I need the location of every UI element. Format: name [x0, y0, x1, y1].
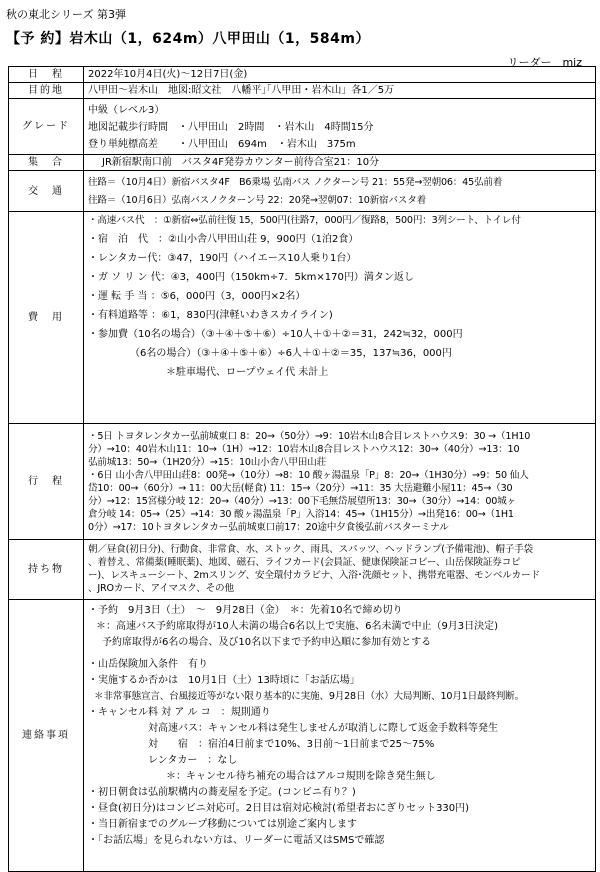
- leader-label: リーダー miz: [507, 56, 582, 69]
- itinerary-line: ・5日 トヨタレンタカー弘前城東口 8：20→（50分）→9：10岩木山8合目レストハウス9：30 →（1H10: [88, 431, 531, 442]
- row-contact: [9, 600, 596, 872]
- contact-line: ・キャンセル料 対 ア ル コ ：規則通り: [88, 707, 271, 718]
- transport-line: 往路＝（10月6日）弘南バスノクターン号 22：20発→翌朝07：10新宿バスタ着: [88, 195, 426, 206]
- itinerary-line: 0分）→17：10トヨタレンタカー弘前城東口前17：20途中夕食後弘前バスターミナル: [88, 522, 449, 533]
- schedule-line: 2022年10月4日(火)～12日7日(金): [88, 69, 248, 80]
- contact-line: 予約席取得が6名の場合、及び10名以下まで予約申込順に参加有効とする: [102, 637, 432, 648]
- cost-line: ・宿 泊 代 ：②山小舎八甲田山荘 9，900円（1泊2食）: [88, 234, 359, 245]
- grade-line: 地図記載歩行時間 ・八甲田山 2時間 ・岩木山 4時間15分: [88, 122, 374, 133]
- destination-value: [84, 83, 596, 99]
- itinerary-line: 弘前城13：50→（1H20分）→15：10山小舎八甲田山荘: [88, 457, 326, 468]
- contact-line: ＊：キャンセル待ち補充の場合はアルコ規則を除き発生無し: [166, 771, 436, 782]
- schedule-label: 日 程: [9, 67, 84, 83]
- contact-line: ＊：高速バス予約席取得が10人未満の場合6名以上で実施、6名未満で中止（9月3日決定): [96, 621, 499, 632]
- gear-line: 朝／昼食(初日分)、行動食、非常食、水、ストック、雨具、スパッツ、ヘッドランプ(予備電池)、帽子手袋: [88, 544, 533, 555]
- gear-line: 、JROカード、アイマスク、その他: [88, 583, 234, 594]
- itinerary-line: 分）→10：40岩木山11：10→（1H）→12：10岩木山8合目レストハウス12：30→（40分）→13：10: [88, 444, 520, 455]
- contact-line: ・実施するか否かは 10月1日（土）13時頃に「お話広場」: [88, 675, 360, 686]
- row-cost: [9, 212, 596, 424]
- cost-line: ・高速バス代 ：①新宿⇔弘前往復 15，500円(往路7，000円／復路8，500円：3列シート、トイレ付: [88, 215, 521, 226]
- itinerary-label: 行 程: [9, 424, 84, 540]
- contact-line: レンタカー ：なし: [148, 755, 238, 766]
- cost-note: ＊駐車場代、ロープウェイ代 未計上: [166, 367, 329, 378]
- contact-line: ・予約 9月3日（土） ～ 9月28日（金） ＊：先着10名で締め切り: [88, 605, 403, 616]
- transport-line: 往路＝（10月4日）新宿バスタ4F B6乗場 弘南バス ノクターン号 21：55発→翌朝06：45弘前着: [88, 177, 503, 188]
- grade-line: 中級（レベル3）: [88, 105, 165, 116]
- row-gear: [9, 540, 596, 600]
- grade-label: グレード: [9, 99, 84, 155]
- cost-line: ・参加費（10名の場合）（③＋④＋⑤＋⑥）÷10人＋①＋②＝31，242≒32，000円: [88, 329, 463, 340]
- contact-line: 対高速バス：キャンセル料は発生しませんが取消しに際して返金手数料等発生: [148, 723, 498, 734]
- row-transport: [9, 171, 596, 212]
- row-itinerary: [9, 424, 596, 540]
- row-grade: [9, 99, 596, 155]
- contact-line: ・昼食(初日分)はコンビニ対応可。2日目は宿対応検討(希望者おにぎりセット330円): [88, 803, 470, 814]
- destination-label: 目的地: [9, 83, 84, 99]
- transport-value: [84, 171, 596, 212]
- row-destination: [9, 83, 596, 99]
- cost-label: 費 用: [9, 212, 84, 424]
- contact-line: ・初日朝食は弘前駅構内の蕎麦屋を予定。(コンビニ有り？): [88, 787, 356, 798]
- contact-line: 対 宿 ：宿泊4日前まで10%、3日前～1日前まで25～75%: [148, 739, 435, 750]
- contact-line: ・当日新宿までのグループ移動については別途ご案内します: [88, 819, 357, 830]
- page-title: 【予 約】岩木山（1，624m）八甲田山（1，584m）: [6, 31, 370, 47]
- gear-value: [84, 540, 596, 600]
- cost-line: ・レンタカー代：③47，190円（ハイエース10人乗り1台）: [88, 253, 357, 264]
- itinerary-line: 分）→12：15宮様分岐 12：20→（40分）→13：00下毛無岱展望所13：30→（30分）→14：00城ヶ: [88, 496, 516, 507]
- grade-value: [84, 99, 596, 155]
- meeting-line: JR新宿駅南口前 バスタ4F発券カウンター前待合室21：10分: [102, 157, 380, 168]
- cost-value: [84, 212, 596, 424]
- grade-line: 登り単純標高差 ・八甲田山 694m ・岩木山 375m: [88, 139, 356, 150]
- info-table: [8, 66, 596, 872]
- itinerary-value: [84, 424, 596, 540]
- contact-label: 連絡事項: [9, 600, 84, 872]
- gear-label: 持ち物: [9, 540, 84, 600]
- contact-line: ・「お話広場」を見られない方は、リーダーに電話又はSMSで確認: [88, 835, 385, 846]
- cost-line: ・運 転 手 当 ：⑤6，000円（3，000円×2名）: [88, 291, 306, 302]
- itinerary-line: ・6日 山小舎八甲田山荘8：00発→（10分）→8：10 酸ヶ湯温泉「P」8：20→（1H30分）→9：50 仙人: [88, 470, 529, 481]
- row-schedule: [9, 67, 596, 83]
- cost-line: ・有料道路等 ：⑥1，830円(津軽いわきスカイライン): [88, 310, 333, 321]
- schedule-value: [84, 67, 596, 83]
- transport-label: 交 通: [9, 171, 84, 212]
- cost-line: ・ガ ソ リ ン 代：④3，400円（150km÷7．5km×170円）満タン返し: [88, 272, 414, 283]
- gear-line: 、着替え、常備薬(睡眠薬)、地図、磁石、ライフカード(会員証、健康保険証コピー、山岳保険証券コピ: [88, 557, 521, 568]
- contact-line: ・山岳保険加入条件 有り: [88, 659, 208, 670]
- meeting-value: [84, 155, 596, 171]
- row-meeting: [9, 155, 596, 171]
- itinerary-line: 岱10：00→（60分）→ 11：00大岳(軽食) 11：15→（20分）→11：35 大岳避難小屋11：45→（30: [88, 483, 513, 494]
- meeting-label: 集 合: [9, 155, 84, 171]
- cost-line: （6名の場合）（③＋④＋⑤＋⑥）÷6人＋①＋②＝35，137≒36，000円: [130, 348, 452, 359]
- contact-value: [84, 600, 596, 872]
- destination-line: 八甲田～岩木山 地図:昭文社 八幡平｣｢八甲田・岩木山」各1／5万: [88, 85, 395, 96]
- gear-line: ー)、レスキューシート、2mスリング、安全環付カラビナ、入浴･洗顔セット、携帯充電器、モンベルカード: [88, 570, 540, 581]
- itinerary-line: 倉分岐 14：05→（25）→14：30 酸ヶ湯温泉「P」入浴14：45→（1H15分）→出発16：00→（1H1: [88, 509, 514, 520]
- contact-line: ＊非常事態宣言、台風接近等がない限り基本的に実施、9月28日（水）大局判断、10月1日最終判断。: [94, 691, 524, 702]
- series-subtitle: 秋の東北シリーズ 第3弾: [6, 8, 126, 21]
